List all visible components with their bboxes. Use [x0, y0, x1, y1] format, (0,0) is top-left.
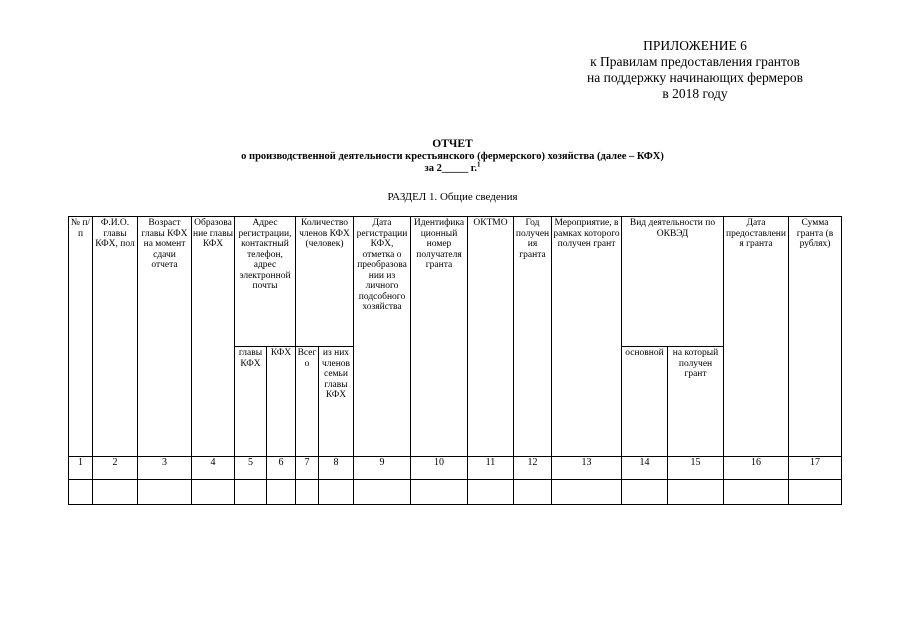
- data-cell: [267, 480, 296, 505]
- header-cell: Идентификационный номер получателя гранта: [411, 217, 468, 457]
- column-number: 5: [235, 457, 267, 480]
- subheader-cell: из них членов семьи главы КФХ: [319, 347, 354, 457]
- appendix-line: на поддержку начинающих фермеров: [587, 70, 803, 85]
- column-number: 12: [514, 457, 552, 480]
- report-title: ОТЧЕТ: [432, 138, 473, 150]
- header-cell: Адрес регистрации, контактный телефон, адрес электронной почты: [235, 217, 296, 347]
- subheader-cell: КФХ: [267, 347, 296, 457]
- header-cell: Возраст главы КФХ на момент сдачи отчета: [138, 217, 192, 457]
- data-cell: [468, 480, 514, 505]
- header-cell: № п/п: [69, 217, 93, 457]
- data-cell: [514, 480, 552, 505]
- data-cell: [354, 480, 411, 505]
- general-info-table: [68, 216, 842, 505]
- report-period-text: за 2_____ г.: [424, 163, 477, 174]
- header-cell: Год получения гранта: [514, 217, 552, 457]
- column-number: 8: [319, 457, 354, 480]
- column-number: 11: [468, 457, 514, 480]
- header-cell: Дата регистрации КФХ, отметка о преобразовании из личного подсобного хозяйства: [354, 217, 411, 457]
- header-cell: Мероприятие, в рамках которого получен грант: [552, 217, 622, 457]
- appendix-line: к Правилам предоставления грантов: [590, 54, 800, 69]
- column-number-row: [69, 457, 842, 480]
- subheader-cell: основной: [622, 347, 668, 457]
- appendix-title: ПРИЛОЖЕНИЕ 6: [643, 38, 747, 53]
- data-cell: [319, 480, 354, 505]
- column-number: 10: [411, 457, 468, 480]
- data-cell: [552, 480, 622, 505]
- column-number: 7: [296, 457, 319, 480]
- report-heading: [0, 138, 905, 176]
- data-cell: [622, 480, 668, 505]
- column-number: 6: [267, 457, 296, 480]
- column-number: 4: [192, 457, 235, 480]
- column-number: 14: [622, 457, 668, 480]
- data-cell: [138, 480, 192, 505]
- data-cell: [668, 480, 724, 505]
- subheader-cell: главы КФХ: [235, 347, 267, 457]
- section-title: РАЗДЕЛ 1. Общие сведения: [387, 191, 518, 203]
- report-period: [0, 160, 905, 176]
- header-cell: Количество членов КФХ (человек): [296, 217, 354, 347]
- data-cell: [789, 480, 842, 505]
- data-cell: [69, 480, 93, 505]
- column-number: 3: [138, 457, 192, 480]
- data-cell: [296, 480, 319, 505]
- column-number: 9: [354, 457, 411, 480]
- data-cell: [411, 480, 468, 505]
- header-cell: Образование главы КФХ: [192, 217, 235, 457]
- column-number: 17: [789, 457, 842, 480]
- empty-data-row: [69, 480, 842, 505]
- column-number: 13: [552, 457, 622, 480]
- column-number: 2: [93, 457, 138, 480]
- column-number: 16: [724, 457, 789, 480]
- column-number: 15: [668, 457, 724, 480]
- data-cell: [235, 480, 267, 505]
- header-row: [69, 217, 842, 347]
- header-cell: Вид деятельности по ОКВЭД: [622, 217, 724, 347]
- appendix-header: [560, 38, 830, 102]
- data-cell: [192, 480, 235, 505]
- data-cell: [93, 480, 138, 505]
- header-cell: Дата предоставления гранта: [724, 217, 789, 457]
- subheader-cell: Всего: [296, 347, 319, 457]
- column-number: 1: [69, 457, 93, 480]
- subheader-cell: на который получен грант: [668, 347, 724, 457]
- header-cell: Ф.И.О. главы КФХ, пол: [93, 217, 138, 457]
- header-cell: ОКТМО: [468, 217, 514, 457]
- footnote-mark: 1: [476, 160, 481, 169]
- header-cell: Сумма гранта (в рублях): [789, 217, 842, 457]
- report-subtitle: о производственной деятельности крестьянского (фермерского) хозяйства (далее – КФХ): [241, 150, 664, 162]
- appendix-line: в 2018 году: [662, 86, 728, 101]
- data-cell: [724, 480, 789, 505]
